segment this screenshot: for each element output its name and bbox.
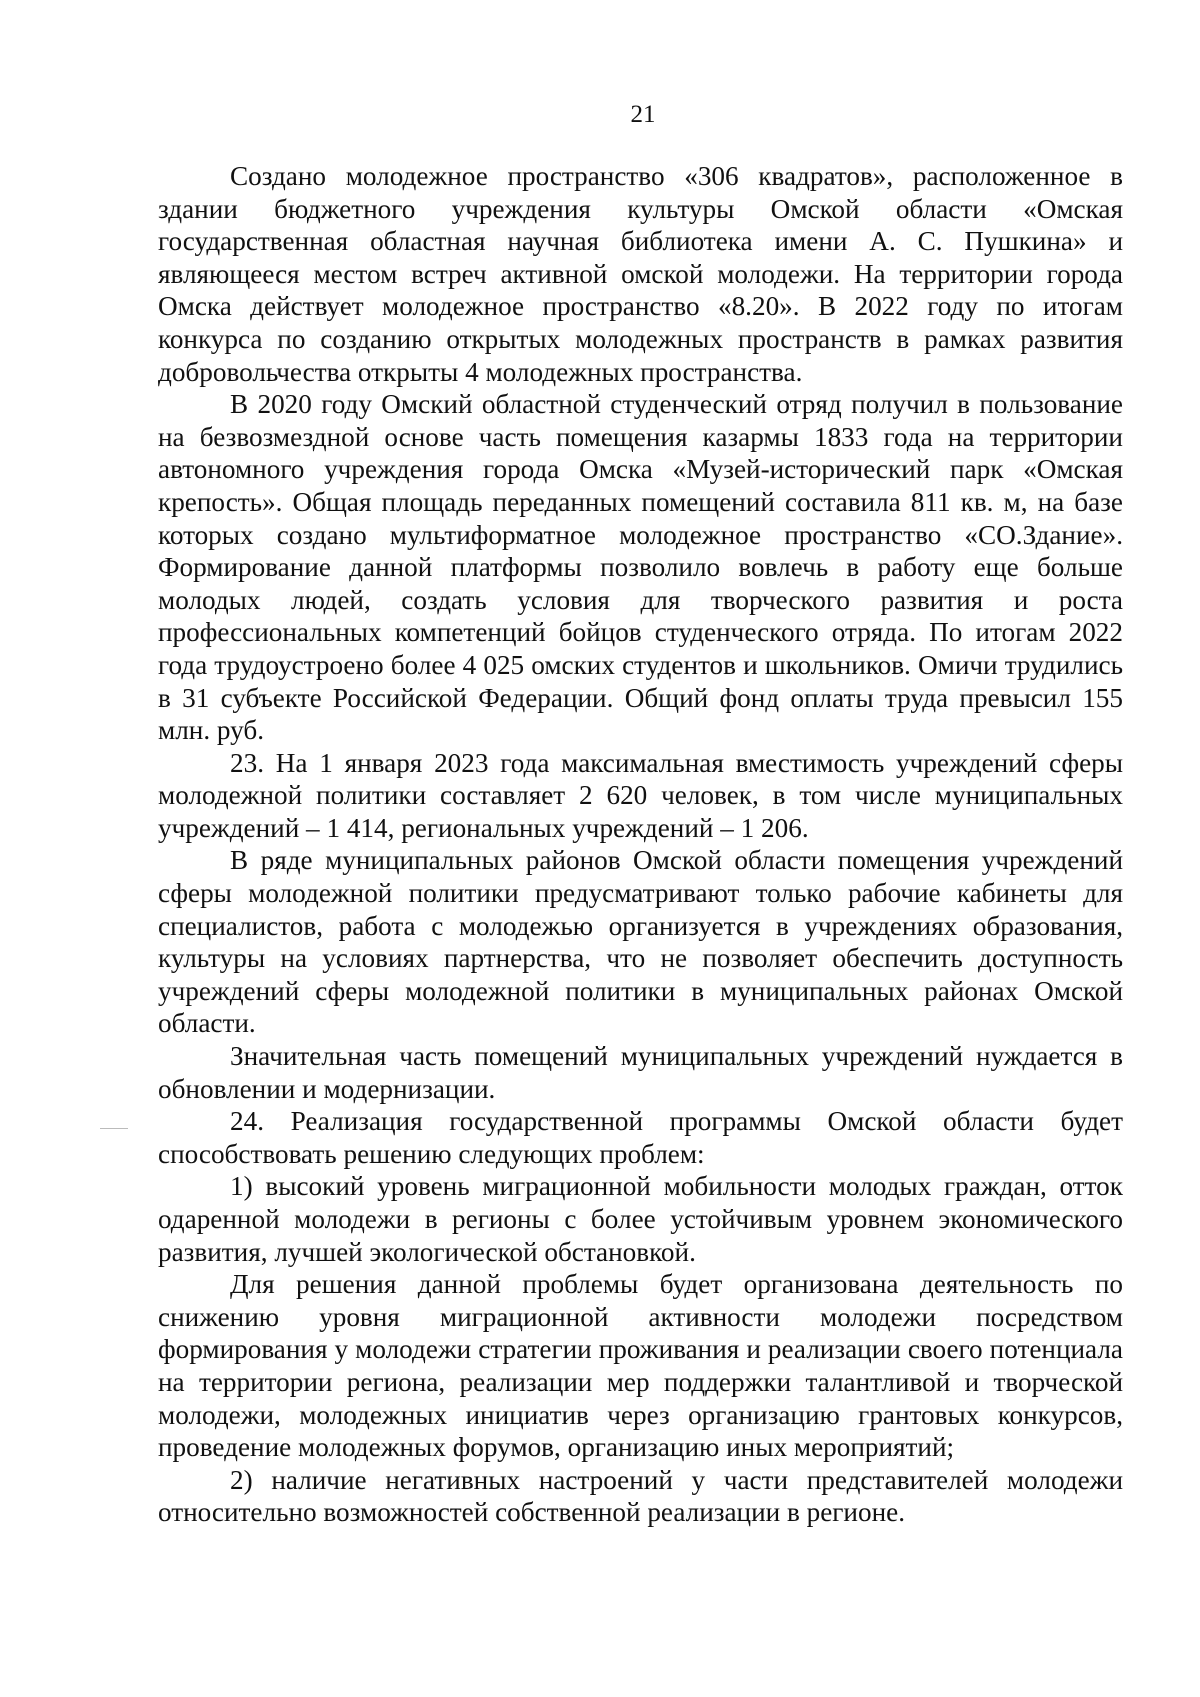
page-number: 21	[630, 101, 656, 128]
scan-margin-mark	[100, 1128, 128, 1129]
paragraph-modernization: Значительная часть помещений муниципальных учреждений нуждается в обновлении и модернизации.	[158, 1041, 1123, 1104]
paragraph-item-24-program: 24. Реализация государственной программы Омской области будет способствовать решению следующих проблем:	[158, 1106, 1123, 1169]
paragraph-problem-1-solution: Для решения данной проблемы будет организована деятельность по снижению уровня миграционной активности молодежи посредством формирования у молодежи стратегии проживания и реализации своего потенциала на территории региона, реализации мер поддержки талантливой и творческой молодежи, молодежных инициатив через организацию грантовых конкурсов, проведение молодежных форумов, организацию иных мероприятий;	[158, 1269, 1123, 1463]
document-body	[158, 160, 1123, 1529]
paragraph-student-squad: В 2020 году Омский областной студенческий отряд получил в пользование на безвозмездной основе часть помещения казармы 1833 года на территории автономного учреждения города Омска «Музей-исторический парк «Омская крепость». Общая площадь переданных помещений составила 811 кв. м, на базе которых создано мультиформатное молодежное пространство «СО.Здание». Формирование данной платформы позволило вовлечь в работу еще больше молодых людей, создать условия для творческого развития и роста профессиональных компетенций бойцов студенческого отряда. По итогам 2022 года трудоустроено более 4 025 омских студентов и школьников. Омичи трудились в 31 субъекте Российской Федерации. Общий фонд оплаты труда превысил 155 млн. руб.	[158, 389, 1123, 746]
list-item-problem-2: 2) наличие негативных настроений у части представителей молодежи относительно возможностей собственной реализации в регионе.	[158, 1464, 1123, 1528]
paragraph-youth-spaces: Создано молодежное пространство «306 квадратов», расположенное в здании бюджетного учреждения культуры Омской области «Омская государственная областная научная библиотека имени А. С. Пушкина» и являющееся местом встреч активной омской молодежи. На территории города Омска действует молодежное пространство «8.20». В 2022 году по итогам конкурса по созданию открытых молодежных пространств в рамках развития добровольчества открыты 4 молодежных пространства.	[158, 161, 1123, 387]
paragraph-municipal-districts: В ряде муниципальных районов Омской области помещения учреждений сферы молодежной политики предусматривают только рабочие кабинеты для специалистов, работа с молодежью организуется в учреждениях образования, культуры на условиях партнерства, что не позволяет обеспечить доступность учреждений сферы молодежной политики в муниципальных районах Омской области.	[158, 845, 1123, 1039]
list-item-problem-1: 1) высокий уровень миграционной мобильности молодых граждан, отток одаренной молодежи в регионы с более устойчивым уровнем экономического развития, лучшей экологической обстановкой.	[158, 1171, 1123, 1267]
paragraph-item-23-capacity: 23. На 1 января 2023 года максимальная вместимость учреждений сферы молодежной политики составляет 2 620 человек, в том числе муниципальных учреждений – 1 414, региональных учреждений – 1 206.	[158, 747, 1123, 843]
